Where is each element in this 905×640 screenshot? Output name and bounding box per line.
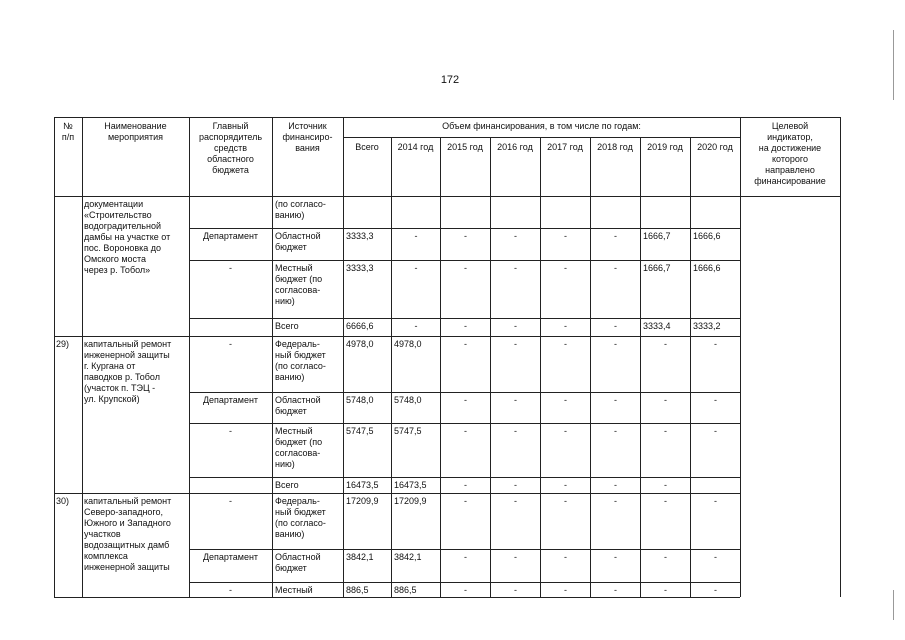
col-rule-target [740,117,741,597]
header-year: 2014 год [397,142,434,152]
row-year-value [693,480,738,492]
row-year-value: - [714,339,717,349]
col-rule [82,336,83,493]
col-rule [690,196,691,336]
col-rule [82,196,83,336]
header-year: 2018 год [597,142,633,152]
col-rule-header [391,137,392,196]
scan-edge-mark [893,590,894,620]
row-rule [189,260,740,261]
row-source: (по согласо- ванию) [275,199,326,220]
row-source: Местный [275,585,313,595]
header-year: 2016 год [497,142,533,152]
row-year-value: 1666,7 [643,263,671,273]
row-year-value: - [614,321,617,331]
row-year-value: - [414,321,418,331]
row-year-value: 5748,0 [394,395,422,405]
row-year-value: - [464,480,467,490]
row-year-value [543,199,588,211]
item-rule [54,493,740,494]
row-total: 886,5 [346,585,369,595]
header-source: Источник финансиро- вания [282,121,333,153]
page-number: 172 [440,74,460,86]
row-year-value: - [714,426,717,436]
row-year-value: - [714,552,717,562]
row-year-value: - [614,426,617,436]
header-name: Наименование мероприятия [104,121,167,142]
row-manager [189,321,272,333]
row-year-value: - [564,321,567,331]
col-rule [590,196,591,336]
col-rule [540,336,541,493]
row-rule [189,318,740,319]
row-year-value: - [664,426,667,436]
col-rule [343,336,344,493]
row-manager [189,480,272,492]
col-rule-header [440,137,441,196]
row-year-value: - [514,496,517,506]
row-year-value: - [564,339,567,349]
row-year-value [593,199,638,211]
row-rule [189,582,740,583]
row-rule [189,392,740,393]
row-year-value: 17209,9 [394,496,427,506]
row-year-value: - [614,480,617,490]
row-year-value: - [514,552,517,562]
row-year-value: - [464,395,467,405]
row-year-value: - [464,263,467,273]
row-year-value: 3842,1 [394,552,422,562]
row-manager: - [229,496,232,506]
row-source: Областной бюджет [275,395,321,416]
row-manager: - [229,426,232,436]
row-year-value: - [564,426,567,436]
row-year-value: 886,5 [394,585,417,595]
col-rule [690,336,691,493]
row-year-value: - [614,263,617,273]
item-name: капитальный ремонт Северо-западного, Южного и Западного участков водозащитных дамб комплекса инженерной защиты [84,496,172,572]
row-manager [189,199,272,211]
row-year-value [443,199,488,211]
col-rule-header [272,117,273,196]
col-rule [272,196,273,336]
row-year-value: - [414,231,418,241]
row-source: Федераль- ный бюджет (по согласо- ванию) [275,496,326,539]
row-total: 3333,3 [346,231,374,241]
row-manager: Департамент [202,395,259,405]
row-year-value: - [514,231,517,241]
row-year-value: - [414,263,418,273]
header-total: Всего [355,142,379,152]
row-year-value: - [714,585,717,595]
row-year-value: - [564,263,567,273]
header-year: 2017 год [547,142,583,152]
header-financing-volume: Объем финансирования, в том числе по годам: [442,121,641,131]
row-year-value: - [714,395,717,405]
col-rule-header [540,137,541,196]
row-total: 3333,3 [346,263,374,273]
row-total: 5747,5 [346,426,374,436]
row-source: Местный бюджет (по согласова- нию) [275,263,323,306]
col-rule [189,336,190,493]
table-border-left [54,117,55,597]
row-year-value: - [464,552,467,562]
item-name: капитальный ремонт инженерной защиты г. Кургана от паводков р. Тобол (участок п. ТЭЦ - ул. Крупской) [84,339,172,404]
col-rule-header [590,137,591,196]
header-target-indicator: Целевой индикатор, на достижение которого направлено финансирование [754,121,826,186]
row-year-value: - [564,480,567,490]
row-year-value: 3333,2 [693,321,721,331]
item-number: 30) [56,496,70,506]
row-source: Всего [275,480,299,490]
row-total [346,199,389,211]
row-year-value: - [614,231,617,241]
row-year-value [693,199,738,211]
col-rule-header [490,137,491,196]
row-year-value: - [514,395,517,405]
row-year-value: - [614,585,617,595]
col-rule [391,336,392,493]
row-source: Всего [275,321,299,331]
col-rule [540,196,541,336]
scan-edge-mark [893,30,894,100]
item-number: 29) [56,339,70,349]
col-rule [391,196,392,336]
row-total: 4978,0 [346,339,374,349]
row-year-value [394,199,438,211]
row-manager: Департамент [202,231,259,241]
row-year-value: 5747,5 [394,426,422,436]
header-year: 2015 год [447,142,483,152]
row-year-value [643,199,688,211]
row-manager: - [229,263,232,273]
row-year-value: - [514,426,517,436]
header-number: № п/п [61,121,75,142]
row-year-value: - [614,395,617,405]
row-year-value: 1666,7 [643,231,671,241]
row-year-value: - [464,585,467,595]
row-year-value: - [514,339,517,349]
row-source: Федераль- ный бюджет (по согласо- ванию) [275,339,326,382]
row-year-value: 3333,4 [643,321,671,331]
row-year-value [493,199,538,211]
col-rule [490,196,491,336]
row-year-value: 1666,6 [693,231,721,241]
row-rule [189,423,740,424]
col-rule-header [343,117,344,196]
row-total: 6666,6 [346,321,374,331]
row-year-value: - [514,263,517,273]
row-manager: - [229,585,232,595]
col-rule [590,336,591,493]
col-rule-header [82,117,83,196]
row-manager: - [229,339,232,349]
row-source: Областной бюджет [275,231,321,252]
col-rule [343,196,344,336]
row-rule [189,477,740,478]
row-year-value: - [714,496,717,506]
row-source: Местный бюджет (по согласова- нию) [275,426,323,469]
row-year-value: - [464,496,467,506]
row-year-value: 4978,0 [394,339,422,349]
row-year-value: - [514,480,517,490]
row-year-value: - [464,339,467,349]
row-year-value: - [514,321,517,331]
col-rule-header [189,117,190,196]
col-rule-header [690,137,691,196]
row-year-value: - [664,480,667,490]
row-year-value: - [564,231,567,241]
col-rule [640,196,641,336]
row-total: 5748,0 [346,395,374,405]
row-year-value: - [664,496,667,506]
col-rule [82,493,83,597]
table-border-top [54,117,840,118]
row-year-value: - [564,496,567,506]
header-bottom-rule [54,196,840,197]
header-manager: Главный распорядитель средств областного бюджета [198,121,263,175]
row-year-value: 16473,5 [394,480,427,490]
item-number [56,199,80,213]
col-rule [490,336,491,493]
row-total: 3842,1 [346,552,374,562]
row-year-value: - [664,339,667,349]
row-year-value: - [464,321,467,331]
row-year-value: - [564,585,567,595]
col-rule [640,336,641,493]
item-rule [54,336,740,337]
header-year: 2020 год [697,142,733,152]
row-year-value: - [664,395,667,405]
row-year-value: - [664,585,667,595]
item-name: документации «Строительство водоградительной дамбы на участке от пос. Вороновка до Омского моста через р. Тобол» [84,199,171,275]
col-rule-header [640,137,641,196]
row-year-value: - [614,496,617,506]
item-rule [54,597,740,598]
row-year-value: - [514,585,517,595]
row-year-value: 1666,6 [693,263,721,273]
header-subdivider [343,137,740,138]
col-rule [440,336,441,493]
row-year-value: - [614,552,617,562]
row-total: 17209,9 [346,496,379,506]
row-source: Областной бюджет [275,552,321,573]
row-year-value: - [464,426,467,436]
row-year-value: - [464,231,467,241]
row-year-value: - [564,552,567,562]
row-total: 16473,5 [346,480,379,490]
col-rule [272,336,273,493]
table-border-right [840,117,841,597]
row-year-value: - [564,395,567,405]
header-year: 2019 год [647,142,683,152]
row-year-value: - [614,339,617,349]
row-manager: Департамент [202,552,259,562]
row-rule [189,549,740,550]
col-rule [440,196,441,336]
row-year-value: - [664,552,667,562]
row-rule [189,228,740,229]
